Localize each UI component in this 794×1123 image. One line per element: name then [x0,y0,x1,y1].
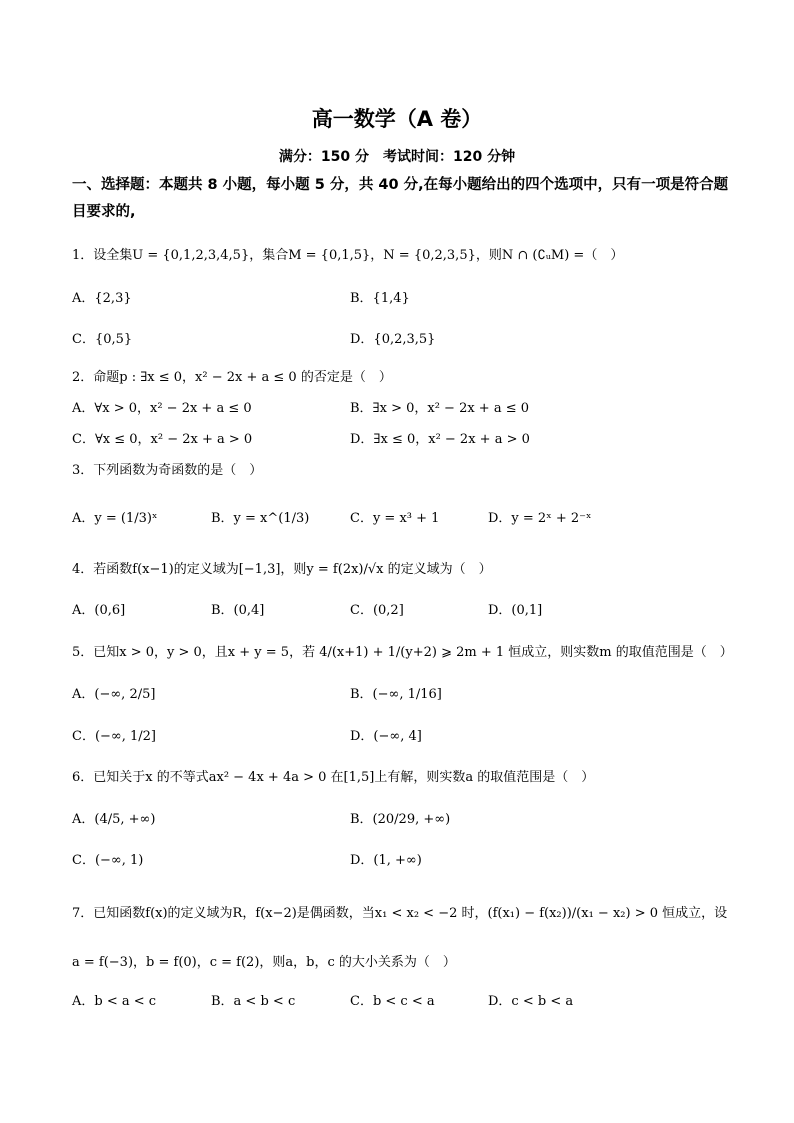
exam-info: 满分：150 分 考试时间：120 分钟 [278,149,516,165]
question-2-option-a: A．∀x > 0，x² − 2x + a ≤ 0 [72,401,252,416]
question-5-stem: 5．已知x > 0，y > 0，且x + y = 5，若 4/(x+1) + 1/(y+2) ⩾ 2m + 1 恒成立，则实数m 的取值范围是（ ） [72,645,733,660]
question-7-option-d: D．c < b < a [488,994,574,1009]
question-3-option-c: C．y = x³ + 1 [350,511,440,526]
question-6-stem: 6．已知关于x 的不等式ax² − 4x + 4a > 0 在[1,5]上有解，则实数a 的取值范围是（ ） [72,770,595,785]
question-1-option-d: D．{0,2,3,5} [350,332,436,347]
question-1-option-c: C．{0,5} [72,332,133,347]
question-2-option-d: D．∃x ≤ 0，x² − 2x + a > 0 [350,432,530,447]
question-5-option-b: B．(−∞, 1/16] [350,687,442,702]
question-7-option-a: A．b < a < c [72,994,157,1009]
question-5-option-d: D．(−∞, 4] [350,729,422,744]
question-2-stem: 2．命题p : ∃x ≤ 0，x² − 2x + a ≤ 0 的否定是（ ） [72,370,392,385]
question-2-option-c: C．∀x ≤ 0，x² − 2x + a > 0 [72,432,253,447]
question-4-stem: 4．若函数f(x−1)的定义域为[−1,3]，则y = f(2x)/√x 的定义域为（ ） [72,562,492,577]
question-3-option-d: D．y = 2ˣ + 2⁻ˣ [488,511,592,526]
question-6-option-b: B．(20/29, +∞) [350,812,451,827]
question-3-option-a: A．y = (1/3)ˣ [72,511,158,526]
question-7-stem: 7．已知函数f(x)的定义域为R，f(x−2)是偶函数，当x₁ < x₂ < −2 时，(f(x₁) − f(x₂))/(x₁ − x₂) > 0 恒成立，设 [72,906,728,921]
question-1-option-b: B．{1,4} [350,291,410,306]
question-2-option-b: B．∃x > 0，x² − 2x + a ≤ 0 [350,401,530,416]
section-heading: 一、选择题：本题共 8 小题，每小题 5 分，共 40 分,在每小题给出的四个选项中，只有一项是符合题目要求的, [72,177,729,220]
question-7-option-c: C．b < c < a [350,994,435,1009]
question-7-option-b: B．a < b < c [211,994,296,1009]
question-1-stem: 1．设全集U = {0,1,2,3,4,5}，集合M = {0,1,5}，N = {0,2,3,5}，则N ∩ (∁ᵤM) =（ ） [72,248,624,263]
question-5-option-a: A．(−∞, 2/5] [72,687,156,702]
question-3-option-b: B．y = x^(1/3) [211,511,310,526]
question-1-option-a: A．{2,3} [72,291,132,306]
question-7-stem-continued: a = f(−3)，b = f(0)，c = f(2)，则a，b，c 的大小关系为（ ） [72,955,456,970]
question-3-stem: 3．下列函数为奇函数的是（ ） [72,463,263,478]
question-4-option-a: A．(0,6] [72,603,126,618]
question-4-option-d: D．(0,1] [488,603,543,618]
page-title: 高一数学（A 卷） [311,107,483,131]
question-4-option-b: B．(0,4] [211,603,265,618]
question-4-option-c: C．(0,2] [350,603,404,618]
question-6-option-c: C．(−∞, 1) [72,853,144,868]
question-5-option-c: C．(−∞, 1/2] [72,729,156,744]
question-6-option-a: A．(4/5, +∞) [72,812,156,827]
question-6-option-d: D．(1, +∞) [350,853,422,868]
